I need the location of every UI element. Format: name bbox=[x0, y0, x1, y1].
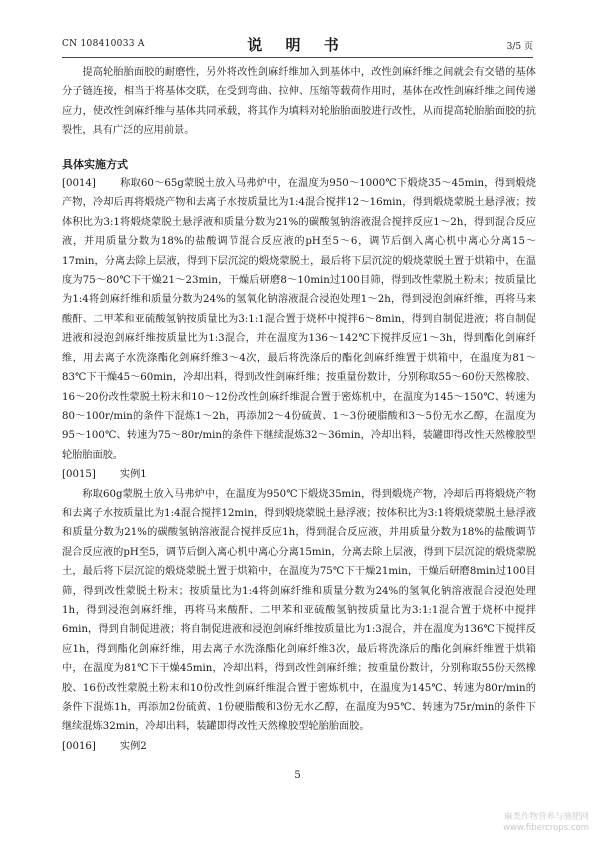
section-title: 具体实施方式 bbox=[62, 157, 128, 171]
header-rule bbox=[62, 57, 533, 58]
paragraph-number: [0014] bbox=[62, 178, 96, 190]
intro-paragraph: 提高轮胎胎面胶的耐磨性，另外将改性剑麻纤维加入到基体中，改性剑麻纤维之间就会有交错的基体分子链连接，相当于将基体交联，在受到弯曲、拉伸、压缩等载荷作用时，基体在改性剑麻纤维之间传递应力，使改性剑麻纤维与基体共同承载，将其作为填料对轮胎胎面胶进行改性，从而提高轮胎胎面胶的抗裂性，具有广泛的应用前景。 bbox=[62, 67, 536, 137]
page-header bbox=[62, 34, 533, 54]
watermark-url: www.fibercrops.com bbox=[503, 823, 589, 833]
page-number: 5 bbox=[294, 770, 301, 781]
watermark bbox=[503, 812, 589, 834]
document-body bbox=[62, 63, 536, 756]
paragraph-number: [0016] bbox=[62, 740, 96, 752]
paragraph-number: [0015] bbox=[62, 469, 96, 481]
publication-number: CN 108410033 A bbox=[62, 39, 145, 49]
example-1-text: 称取60g蒙脱土放入马弗炉中，在温度为950℃下煅烧35min，得到煅烧产物，冷却后再将煅烧产物和去离子水按质量比为1:4混合搅拌12min，得到煅烧蒙脱土悬浮液；按体积比为3:1将煅烧蒙脱土悬浮液和质量分数为21%的碳酸氢钠溶液混合搅拌反应1h，得到混合反应液，并用质量分数为18%的盐酸调节混合反应液的pH至5，调节后倒入离心机中离心分离15min，分离去除上层液，得到下层沉淀的煅烧蒙脱土，最后将下层沉淀的煅烧蒙脱土置于烘箱中，在温度为75℃下干燥21min，干燥后研磨8min过100目筛，得到改性蒙脱土粉末；按质量比为1:4将剑麻纤维和质量分数为24%的氢氧化钠溶液混合浸泡处理1h，得到浸泡剑麻纤维，再将马来酸酐、二甲苯和亚硫酸氢钠按质量比为3:1:1混合置于烧杯中搅拌6min，得到自制促进液；将自制促进液和浸泡剑麻纤维按质量比为1:3混合，并在温度为136℃下搅拌反应1h，得到酯化剑麻纤维，用去离子水洗涤酯化剑麻纤维3次，最后将洗涤后的酯化剑麻纤维置于烘箱中，在温度为81℃下干燥45min，冷却出料，得到改性剑麻纤维；按重量份数计，分别称取55份天然橡胶、16份改性蒙脱土粉末和10份改性剑麻纤维混合置于密炼机中，在温度为145℃、转速为80r/min的条件下混炼1h，再添加2份硫黄、1份硬脂酸和3份无水乙醇，在温度为95℃、转速为75r/min的条件下继续混炼32min，冷却出料，装罐即得改性天然橡胶型轮胎胎面胶。 bbox=[62, 488, 536, 733]
watermark-site-name: 麻类作物营养与施肥网 bbox=[503, 812, 589, 822]
paragraph-0016-heading bbox=[62, 737, 536, 756]
document-type-title: 说 明 书 bbox=[247, 36, 348, 54]
example-title: 实例1 bbox=[119, 469, 147, 481]
example-title: 实例2 bbox=[119, 740, 147, 752]
paragraph-0014 bbox=[62, 174, 536, 465]
paragraph-0015-heading bbox=[62, 465, 536, 484]
paragraph-text: 称取60～65g蒙脱土放入马弗炉中，在温度为950～1000℃下煅烧35～45min，得到煅烧产物，冷却后再将煅烧产物和去离子水按质量比为1:4混合搅拌12～16min，得到煅烧蒙脱土悬浮液；按体积比为3:1将煅烧蒙脱土悬浮液和质量分数为21%的碳酸氢钠溶液混合搅拌反应1～2h，得到混合反应液，并用质量分数为18%的盐酸调节混合反应液的pH至5～6，调节后倒入离心机中离心分离15～17min，分离去除上层液，得到下层沉淀的煅烧蒙脱土，最后将下层沉淀的煅烧蒙脱土置于烘箱中，在温度为75～80℃下干燥21～23min，干燥后研磨8～10min过100目筛，得到改性蒙脱土粉末；按质量比为1:4将剑麻纤维和质量分数为24%的氢氧化钠溶液混合浸泡处理1～2h，得到浸泡剑麻纤维，再将马来酸酐、二甲苯和亚硫酸氢钠按质量比为3:1:1混合置于烧杯中搅拌6～8min，得到自制促进液；将自制促进液和浸泡剑麻纤维按质量比为1:3混合，并在温度为136～142℃下搅拌反应1～3h，得到酯化剑麻纤维，用去离子水洗涤酯化剑麻纤维3～4次，最后将洗涤后的酯化剑麻纤维置于烘箱中，在温度为81～83℃下干燥45～60min，冷却出料，得到改性剑麻纤维；按重量份数计，分别称取55～60份天然橡胶、16～20份改性蒙脱土粉末和10～12份改性剑麻纤维混合置于密炼机中，在温度为145～150℃、转速为80～100r/min的条件下混炼1～2h，再添加2～4份硫黄、1～3份硬脂酸和3～5份无水乙醇，在温度为95～100℃、转速为75～80r/min的条件下继续混炼32～36min，冷却出料，装罐即得改性天然橡胶型轮胎胎面胶。 bbox=[62, 178, 537, 461]
page-indicator: 3/5 页 bbox=[506, 42, 533, 52]
